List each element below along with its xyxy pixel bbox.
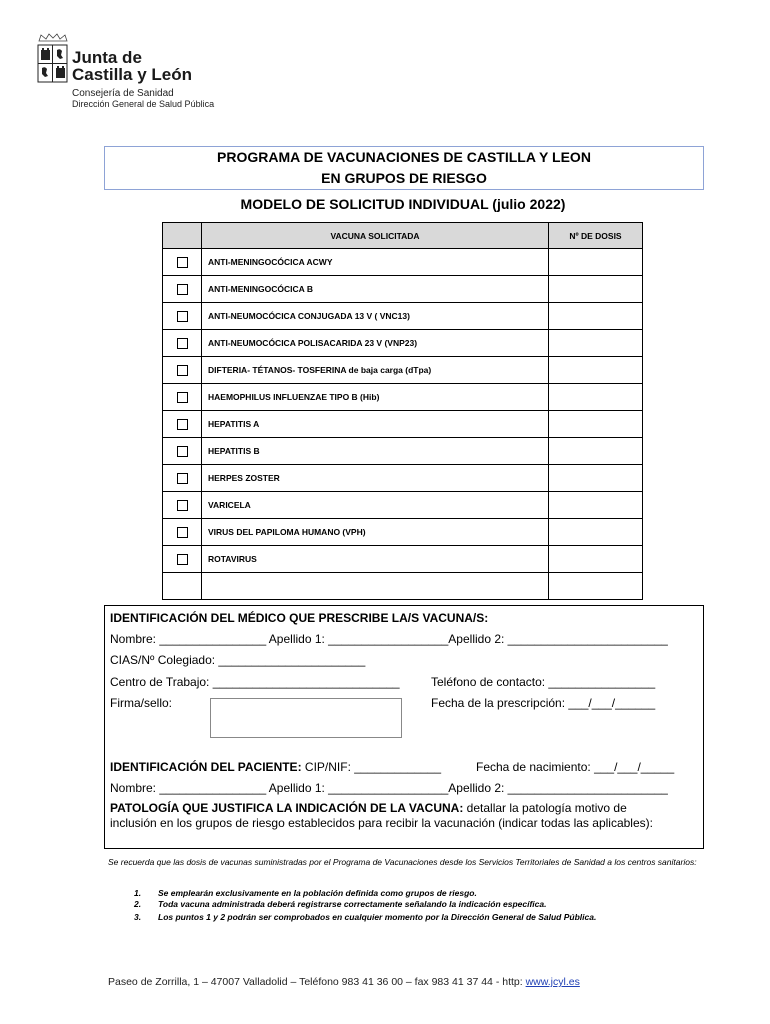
vaccine-name: ANTI-NEUMOCÓCICA POLISACARIDA 23 V (VNP23) (202, 330, 549, 357)
row-checkbox-cell (163, 519, 202, 546)
row-checkbox-cell (163, 303, 202, 330)
row-checkbox-cell (163, 330, 202, 357)
vaccine-name: ANTI-MENINGOCÓCICA B (202, 276, 549, 303)
patient-name-fields[interactable]: Nombre: ________________ Apellido 1: __________________Apellido 2: ________________________ (110, 781, 668, 795)
dose-count-cell[interactable] (549, 276, 643, 303)
signature-label: Firma/sello: (110, 696, 173, 710)
dose-count-cell[interactable] (549, 330, 643, 357)
table-row (163, 357, 643, 384)
vaccine-checkbox[interactable] (177, 419, 188, 430)
dose-count-cell[interactable] (549, 249, 643, 276)
table-row (163, 276, 643, 303)
website-link[interactable]: www.jcyl.es (525, 976, 580, 988)
coat-of-arms-icon (37, 44, 68, 84)
row-checkbox-cell (163, 546, 202, 573)
org-name-line1: Junta de (72, 48, 142, 67)
row-checkbox-cell (163, 357, 202, 384)
table-row-empty (163, 573, 643, 600)
header-vaccine: VACUNA SOLICITADA (202, 223, 549, 249)
vaccine-name: HEPATITIS B (202, 438, 549, 465)
vaccine-name: ANTI-NEUMOCÓCICA CONJUGADA 13 V ( VNC13) (202, 303, 549, 330)
vaccine-checkbox[interactable] (177, 365, 188, 376)
dose-count-cell[interactable] (549, 384, 643, 411)
vaccine-name: VIRUS DEL PAPILOMA HUMANO (VPH) (202, 519, 549, 546)
pathology-text: inclusión en los grupos de riesgo establecidos para recibir la vacunación (indicar todas las aplicables): (110, 816, 653, 830)
vaccine-checkbox[interactable] (177, 446, 188, 457)
pathology-heading: PATOLOGÍA QUE JUSTIFICA LA INDICACIÓN DE LA VACUNA: detallar la patología motivo de (110, 801, 627, 815)
header-doses: Nº DE DOSIS (549, 223, 643, 249)
footer-address: Paseo de Zorrilla, 1 – 47007 Valladolid – Teléfono 983 41 36 00 – fax 983 41 37 44 - http: www.jcyl.es (108, 976, 580, 988)
dose-count-cell[interactable] (549, 411, 643, 438)
row-checkbox-cell (163, 384, 202, 411)
row-checkbox-cell (163, 411, 202, 438)
vaccine-name: HEPATITIS A (202, 411, 549, 438)
table-row (163, 303, 643, 330)
vaccine-table (162, 222, 643, 600)
vaccine-checkbox[interactable] (177, 392, 188, 403)
table-row (163, 546, 643, 573)
department-name: Consejería de Sanidad (72, 88, 174, 99)
vaccine-name: VARICELA (202, 492, 549, 519)
signature-box[interactable] (210, 698, 402, 738)
note-point-1: 1. Se emplearán exclusivamente en la población definida como grupos de riesgo. (134, 888, 477, 898)
dose-count-cell[interactable] (549, 438, 643, 465)
vaccine-checkbox[interactable] (177, 500, 188, 511)
vaccine-checkbox[interactable] (177, 473, 188, 484)
table-row (163, 465, 643, 492)
vaccine-name: HAEMOPHILUS INFLUENZAE TIPO B (Hib) (202, 384, 549, 411)
note-point-2: 2. Toda vacuna administrada deberá registrarse correctamente señalando la indicación específica. (134, 899, 547, 909)
table-row (163, 411, 643, 438)
work-center-field[interactable]: Centro de Trabajo: ____________________________ (110, 675, 400, 689)
row-checkbox-cell (163, 249, 202, 276)
table-row (163, 519, 643, 546)
empty-vaccine-cell[interactable] (202, 573, 549, 600)
title-line2: EN GRUPOS DE RIESGO (321, 170, 487, 186)
doctor-name-fields[interactable]: Nombre: ________________ Apellido 1: __________________Apellido 2: ________________________ (110, 632, 668, 646)
header-check-cell (163, 223, 202, 249)
title-box (104, 146, 704, 190)
dose-count-cell[interactable] (549, 519, 643, 546)
cias-field[interactable]: CIAS/Nº Colegiado: ______________________ (110, 653, 366, 667)
empty-dose-cell[interactable] (549, 573, 643, 600)
dose-count-cell[interactable] (549, 357, 643, 384)
dose-count-cell[interactable] (549, 492, 643, 519)
dose-count-cell[interactable] (549, 546, 643, 573)
table-header-row (163, 223, 643, 249)
notes-intro: Se recuerda que las dosis de vacunas suministradas por el Programa de Vacunaciones desde los Servicios Territoriales de Sanidad a los centros sanitarios: (108, 857, 697, 867)
empty-check-cell (163, 573, 202, 600)
org-name-line2: Castilla y León (72, 65, 192, 84)
dose-count-cell[interactable] (549, 303, 643, 330)
vaccine-name: HERPES ZOSTER (202, 465, 549, 492)
directorate-name: Dirección General de Salud Pública (72, 99, 215, 109)
dose-count-cell[interactable] (549, 465, 643, 492)
prescription-date-field[interactable]: Fecha de la prescripción: ___/___/______ (431, 696, 656, 710)
vaccine-checkbox[interactable] (177, 311, 188, 322)
patient-id-row[interactable]: IDENTIFICACIÓN DEL PACIENTE: CIP/NIF: _____________ (110, 760, 441, 774)
vaccine-checkbox[interactable] (177, 554, 188, 565)
form-subtitle: MODELO DE SOLICITUD INDIVIDUAL (julio 2022) (240, 196, 566, 212)
table-row (163, 384, 643, 411)
row-checkbox-cell (163, 492, 202, 519)
vaccine-name: ANTI-MENINGOCÓCICA ACWY (202, 249, 549, 276)
table-row (163, 249, 643, 276)
table-row (163, 492, 643, 519)
title-line1: PROGRAMA DE VACUNACIONES DE CASTILLA Y LEON (217, 149, 591, 165)
vaccine-name: ROTAVIRUS (202, 546, 549, 573)
table-row (163, 330, 643, 357)
vaccine-name: DIFTERIA- TÉTANOS- TOSFERINA de baja carga (dTpa) (202, 357, 549, 384)
doctor-heading: IDENTIFICACIÓN DEL MÉDICO QUE PRESCRIBE LA/S VACUNA/S: (110, 611, 489, 625)
row-checkbox-cell (163, 438, 202, 465)
vaccine-checkbox[interactable] (177, 284, 188, 295)
vaccine-checkbox[interactable] (177, 527, 188, 538)
crown-icon (38, 33, 68, 42)
phone-field[interactable]: Teléfono de contacto: ________________ (431, 675, 656, 689)
vaccine-checkbox[interactable] (177, 257, 188, 268)
row-checkbox-cell (163, 465, 202, 492)
vaccine-checkbox[interactable] (177, 338, 188, 349)
table-row (163, 438, 643, 465)
note-point-3: 3. Los puntos 1 y 2 podrán ser comprobados en cualquier momento por la Dirección General de Salud Pública. (134, 912, 597, 922)
row-checkbox-cell (163, 276, 202, 303)
birth-date-field[interactable]: Fecha de nacimiento: ___/___/_____ (476, 760, 675, 774)
